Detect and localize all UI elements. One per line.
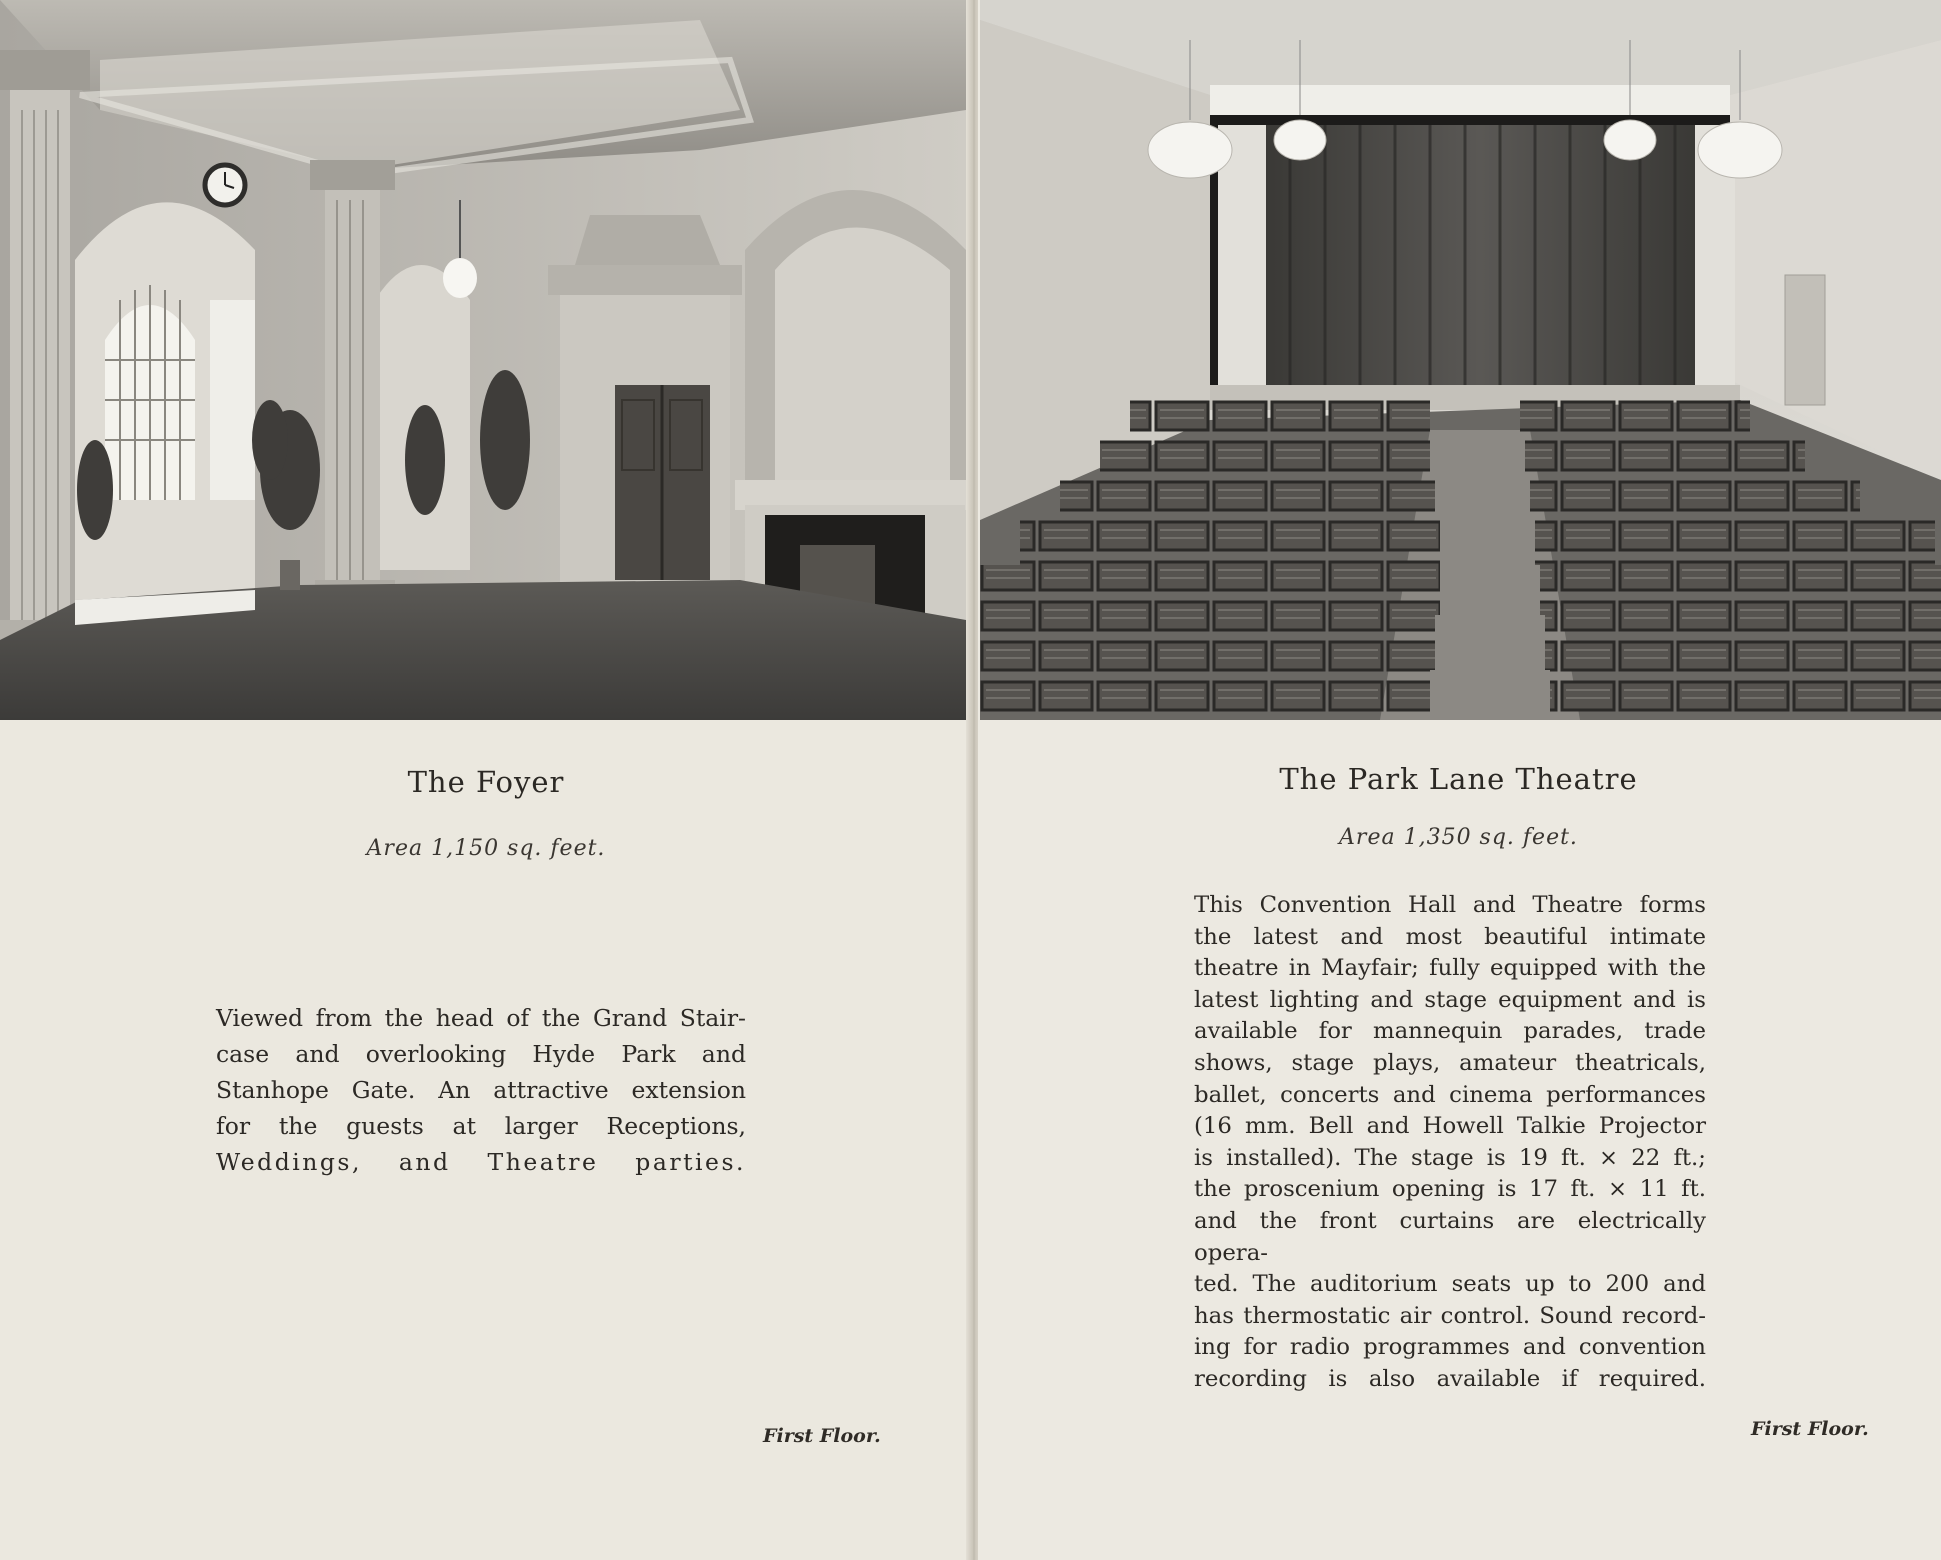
right-page: [978, 0, 1941, 1560]
text-line: shows, stage plays, amateur theatricals,: [1194, 1049, 1706, 1076]
text-line: theatre in Mayfair; fully equipped with the: [1194, 955, 1706, 982]
theatre-photo: [980, 0, 1941, 720]
floor-label: First Floor.: [763, 1425, 881, 1447]
floor-label: First Floor.: [1751, 1418, 1869, 1440]
text-line: the latest and most beautiful intimate: [1194, 923, 1706, 950]
text-line: ing for radio programmes and convention: [1194, 1334, 1706, 1361]
text-line: ted. The auditorium seats up to 200 and: [1194, 1271, 1706, 1298]
text-line: (16 mm. Bell and Howell Talkie Projector: [1194, 1113, 1706, 1140]
text-line: available for mannequin parades, trade: [1194, 1018, 1706, 1045]
text-line: for the guests at larger Receptions,: [216, 1112, 746, 1140]
foyer-photo: [0, 0, 966, 720]
foyer-description: [216, 1000, 746, 1180]
text-line: recording is also available if required.: [1194, 1365, 1706, 1392]
theatre-description: [1194, 890, 1706, 1396]
foyer-area: Area 1,150 sq. feet.: [366, 836, 606, 861]
text-line: and the front curtains are electrically opera-: [1194, 1207, 1706, 1266]
foyer-title: The Foyer: [407, 765, 565, 799]
text-line: This Convention Hall and Theatre forms: [1194, 892, 1706, 918]
text-line: the proscenium opening is 17 ft. × 11 ft.: [1194, 1176, 1706, 1203]
theatre-area: Area 1,350 sq. feet.: [1339, 825, 1578, 850]
text-line: Viewed from the head of the Grand Stair-: [216, 1004, 746, 1032]
text-line: case and overlooking Hyde Park and: [216, 1040, 746, 1068]
text-line: Weddings, and Theatre parties.: [216, 1148, 746, 1176]
theatre-title: The Park Lane Theatre: [1279, 762, 1638, 796]
text-line: latest lighting and stage equipment and is: [1194, 986, 1706, 1013]
text-line: is installed). The stage is 19 ft. × 22 ft.;: [1194, 1144, 1706, 1171]
text-line: Stanhope Gate. An attractive extension: [216, 1076, 746, 1104]
text-line: has thermostatic air control. Sound record-: [1194, 1302, 1706, 1329]
text-line: ballet, concerts and cinema performances: [1194, 1081, 1706, 1108]
